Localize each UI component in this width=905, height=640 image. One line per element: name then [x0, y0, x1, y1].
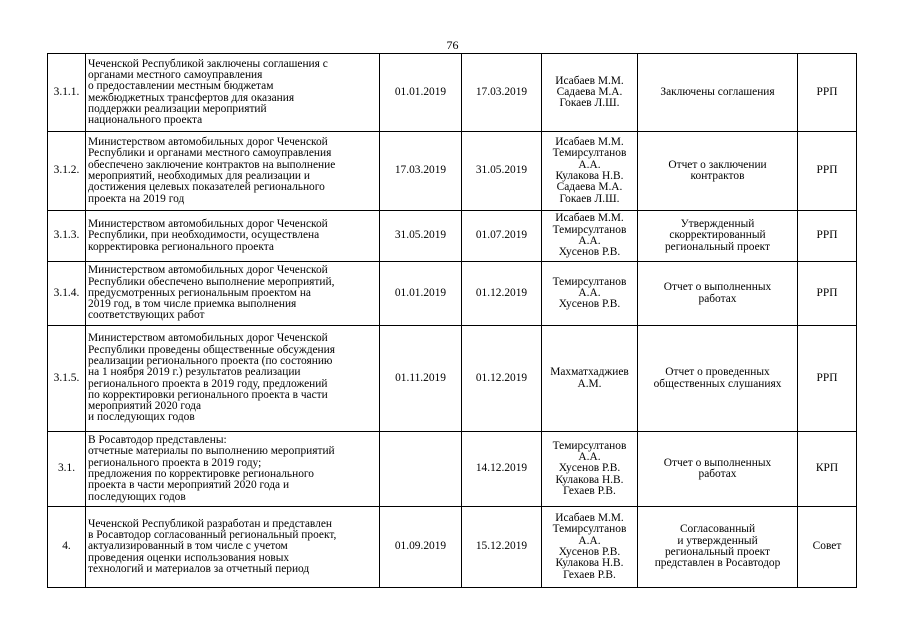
- result-line: и утвержденный: [677, 534, 758, 547]
- result-line: общественных слушаниях: [653, 377, 782, 390]
- result-line: Отчет о выполненных: [663, 456, 772, 469]
- resp-line: Исабаев М.М.: [555, 212, 624, 225]
- desc-line: предложения по корректировке регионального: [88, 468, 314, 480]
- result-line: региональный проект: [664, 546, 771, 558]
- control-level: РРП: [798, 326, 857, 432]
- resp-line: Хусенов Р.В.: [558, 246, 621, 259]
- result-line: Утвержденный: [680, 218, 755, 231]
- start-date: 01.01.2019: [380, 54, 462, 132]
- desc-line: регионального проекта в 2019 году, предложений: [88, 377, 328, 390]
- result-line: региональный проект: [664, 240, 771, 253]
- table-row: [48, 262, 857, 326]
- desc-line: национального проекта: [88, 114, 203, 127]
- result-line: Отчет о проведенных: [665, 366, 770, 379]
- resp-line: Темирсултанов: [552, 439, 627, 452]
- resp-line: Темирсултанов: [552, 223, 627, 236]
- resp-line: Темирсултанов: [552, 523, 627, 536]
- responsible-persons: [542, 432, 638, 507]
- desc-line: и последующих годов: [88, 411, 195, 424]
- desc-line: Министерством автомобильных дорог Чеченской: [88, 264, 328, 277]
- table-row: [48, 54, 857, 132]
- desc-line: проведения оценки использования новых: [88, 551, 290, 564]
- resp-line: Гокаев Л.Ш.: [559, 97, 620, 110]
- resp-line: Гокаев Л.Ш.: [559, 192, 620, 205]
- item-number: 4.: [48, 507, 86, 588]
- item-number: 3.1.3.: [48, 211, 86, 262]
- result-description: [638, 326, 798, 432]
- control-level: РРП: [798, 211, 857, 262]
- desc-line: по корректировки регионального проекта в части: [88, 388, 328, 401]
- desc-line: достижения целевых показателей регионального: [88, 181, 325, 194]
- table-row: [48, 432, 857, 507]
- resp-line: А.А.: [578, 534, 601, 547]
- end-date: 17.03.2019: [462, 54, 542, 132]
- page-number: 76: [446, 38, 459, 52]
- item-description: [86, 507, 380, 588]
- resp-line: Кулакова Н.В.: [555, 473, 624, 486]
- end-date: 01.12.2019: [462, 326, 542, 432]
- table-body: [48, 54, 857, 588]
- desc-line: проекта в части мероприятий 2020 года и: [88, 479, 290, 492]
- item-description: [86, 211, 380, 262]
- desc-line: корректировка регионального проекта: [88, 240, 274, 253]
- resp-line: Хусенов Р.В.: [558, 546, 621, 558]
- responsible-persons: [542, 132, 638, 211]
- result-line: Отчет о выполненных: [663, 281, 772, 294]
- control-level: Совет: [798, 507, 857, 588]
- desc-line: проекта на 2019 год: [88, 192, 185, 205]
- result-line: Отчет о заключении: [668, 158, 767, 171]
- item-number: 3.1.4.: [48, 262, 86, 326]
- resp-line: Гехаев Р.В.: [563, 484, 616, 497]
- result-line: контрактов: [690, 170, 745, 182]
- resp-line: Хусенов Р.В.: [558, 462, 621, 475]
- control-level: РРП: [798, 262, 857, 326]
- result-line: Заключены соглашения: [660, 85, 775, 98]
- control-level: КРП: [798, 432, 857, 507]
- end-date: 14.12.2019: [462, 432, 542, 507]
- end-date: 01.12.2019: [462, 262, 542, 326]
- desc-line: на 1 ноября 2019 г.) результатов реализации: [88, 366, 301, 379]
- result-description: [638, 132, 798, 211]
- end-date: 31.05.2019: [462, 132, 542, 211]
- start-date: 01.11.2019: [380, 326, 462, 432]
- end-date: 15.12.2019: [462, 507, 542, 588]
- resp-line: А.М.: [577, 377, 602, 390]
- table-row: [48, 132, 857, 211]
- start-date: 01.09.2019: [380, 507, 462, 588]
- table-row: [48, 326, 857, 432]
- desc-line: актуализированный в том числе с учетом: [88, 540, 288, 553]
- desc-line: Министерством автомобильных дорог Чеченской: [88, 332, 328, 345]
- responsible-persons: [542, 262, 638, 326]
- resp-line: А.А.: [578, 286, 601, 299]
- item-number: 3.1.2.: [48, 132, 86, 211]
- table-row: [48, 507, 857, 588]
- item-number: 3.1.1.: [48, 54, 86, 132]
- resp-line: Хусенов Р.В.: [558, 298, 621, 311]
- desc-line: Чеченской Республикой заключены соглашения с: [88, 57, 328, 70]
- project-plan-table: [47, 53, 857, 588]
- start-date: 31.05.2019: [380, 211, 462, 262]
- responsible-persons: [542, 211, 638, 262]
- item-number: 3.1.: [48, 432, 86, 507]
- result-description: [638, 262, 798, 326]
- resp-line: А.А.: [578, 158, 601, 171]
- desc-line: межбюджетных трансфертов для оказания: [88, 91, 295, 104]
- result-description: [638, 507, 798, 588]
- responsible-persons: [542, 507, 638, 588]
- desc-line: Республики и органами местного самоуправления: [88, 147, 332, 160]
- desc-line: Министерством автомобильных дорог Чеченской: [88, 218, 328, 231]
- resp-line: Исабаев М.М.: [555, 74, 624, 87]
- control-level: РРП: [798, 132, 857, 211]
- desc-line: 2019 год, в том числе приемка выполнения: [88, 298, 297, 311]
- result-line: Согласованный: [679, 523, 756, 536]
- resp-line: А.А.: [578, 235, 601, 247]
- item-description: [86, 54, 380, 132]
- item-description: [86, 262, 380, 326]
- desc-line: о предоставлении местным бюджетам: [88, 80, 274, 93]
- result-line: работах: [698, 292, 737, 305]
- result-line: работах: [698, 468, 737, 480]
- desc-line: органами местного самоуправления: [88, 68, 263, 81]
- desc-line: предусмотренных региональным проектом на: [88, 286, 311, 299]
- control-level: РРП: [798, 54, 857, 132]
- resp-line: Исабаев М.М.: [555, 512, 624, 525]
- desc-line: Министерством автомобильных дорог Чеченской: [88, 136, 328, 149]
- result-line: представлен в Росавтодор: [654, 557, 781, 570]
- desc-line: реализации регионального проекта (по состоянию: [88, 354, 333, 367]
- resp-line: Темирсултанов: [552, 275, 627, 288]
- desc-line: обеспечено заключение контрактов на выполнение: [88, 158, 336, 171]
- desc-line: в Росавтодор согласованный региональный проект,: [88, 529, 337, 542]
- resp-line: Махматхаджиев: [550, 366, 629, 379]
- item-description: [86, 132, 380, 211]
- resp-line: А.А.: [578, 451, 601, 464]
- desc-line: мероприятий 2020 года: [88, 400, 202, 413]
- result-description: [638, 54, 798, 132]
- desc-line: поддержки реализации мероприятий: [88, 102, 267, 115]
- responsible-persons: [542, 326, 638, 432]
- result-description: [638, 432, 798, 507]
- item-number: 3.1.5.: [48, 326, 86, 432]
- desc-line: мероприятий, необходимых для реализации и: [88, 170, 310, 182]
- responsible-persons: [542, 54, 638, 132]
- item-description: [86, 432, 380, 507]
- resp-line: Темирсултанов: [552, 147, 627, 160]
- desc-line: соответствующих работ: [88, 309, 205, 322]
- desc-line: регионального проекта в 2019 году;: [88, 456, 262, 469]
- end-date: 01.07.2019: [462, 211, 542, 262]
- resp-line: Садаева М.А.: [556, 181, 623, 194]
- desc-line: отчетные материалы по выполнению мероприятий: [88, 445, 335, 458]
- result-description: [638, 211, 798, 262]
- desc-line: технологий и материалов за отчетный период: [88, 562, 310, 575]
- desc-line: В Росавтодор представлены:: [88, 434, 227, 447]
- resp-line: Исабаев М.М.: [555, 136, 624, 149]
- start-date: 17.03.2019: [380, 132, 462, 211]
- desc-line: Чеченской Республикой разработан и представлен: [88, 517, 332, 530]
- resp-line: Гехаев Р.В.: [563, 568, 616, 581]
- desc-line: последующих годов: [88, 490, 186, 503]
- resp-line: Кулакова Н.В.: [555, 170, 624, 182]
- item-description: [86, 326, 380, 432]
- result-line: скорректированный: [669, 229, 766, 242]
- resp-line: Садаева М.А.: [556, 85, 623, 98]
- start-date: [380, 432, 462, 507]
- desc-line: Республики проведены общественные обсуждения: [88, 343, 335, 356]
- table-row: [48, 211, 857, 262]
- desc-line: Республики обеспечено выполнение мероприятий,: [88, 275, 335, 288]
- desc-line: Республики, при необходимости, осуществлена: [88, 229, 320, 242]
- resp-line: Кулакова Н.В.: [555, 557, 624, 570]
- start-date: 01.01.2019: [380, 262, 462, 326]
